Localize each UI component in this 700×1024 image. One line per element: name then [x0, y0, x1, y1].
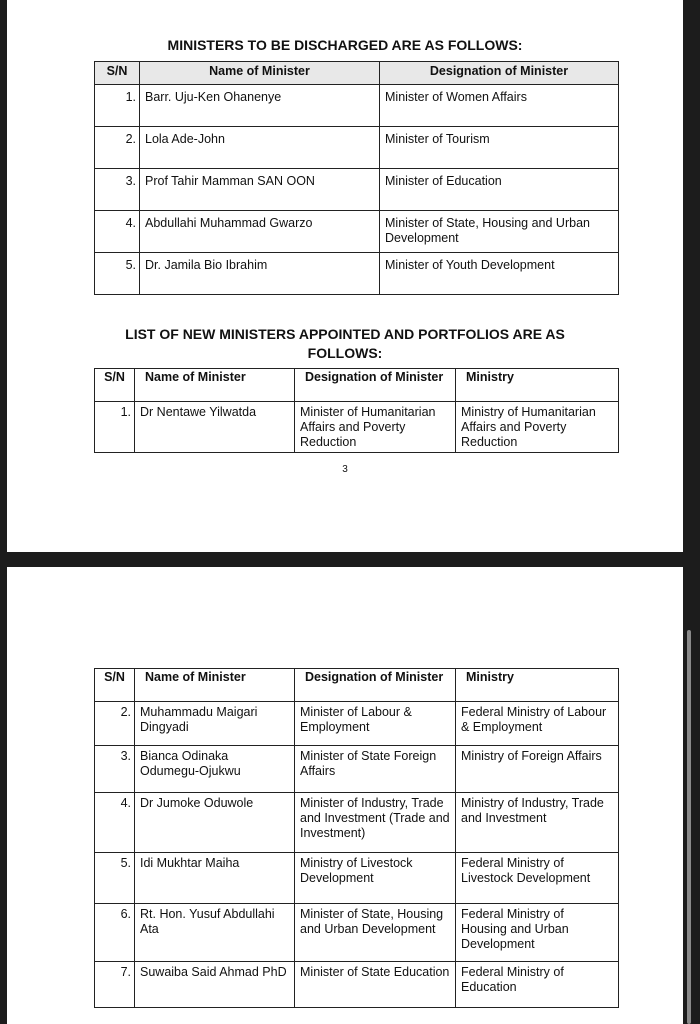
cell-name: Dr. Jamila Bio Ibrahim	[140, 253, 380, 295]
table-header-row	[95, 62, 619, 85]
column-header-ministry: Ministry	[456, 369, 619, 402]
cell-sn: 1.	[95, 402, 135, 453]
cell-designation: Minister of Youth Development	[380, 253, 619, 295]
column-header-sn: S/N	[95, 62, 140, 85]
table-row	[95, 127, 619, 169]
discharged-heading: MINISTERS TO BE DISCHARGED ARE AS FOLLOWS:	[167, 37, 523, 53]
table-header-row	[95, 369, 619, 402]
cell-ministry: Ministry of Foreign Affairs	[456, 746, 619, 793]
new-ministers-heading-line1: LIST OF NEW MINISTERS APPOINTED AND PORTFOLIOS ARE AS	[125, 326, 565, 342]
table-row	[95, 853, 619, 904]
cell-ministry: Federal Ministry of Labour & Employment	[456, 702, 619, 746]
table-row	[95, 169, 619, 211]
cell-sn: 4.	[95, 793, 135, 853]
cell-name: Rt. Hon. Yusuf Abdullahi Ata	[135, 904, 295, 962]
cell-sn: 5.	[95, 853, 135, 904]
new-ministers-heading	[7, 325, 683, 363]
table-row	[95, 746, 619, 793]
cell-sn: 2.	[95, 702, 135, 746]
cell-sn: 7.	[95, 962, 135, 1008]
new-ministers-table-continued	[94, 668, 619, 1008]
cell-designation: Minister of State, Housing and Urban Development	[295, 904, 456, 962]
cell-sn: 6.	[95, 904, 135, 962]
table-row	[95, 402, 619, 453]
column-header-name: Name of Minister	[135, 669, 295, 702]
column-header-designation: Designation of Minister	[380, 62, 619, 85]
document-page-3	[7, 0, 683, 552]
column-header-designation: Designation of Minister	[295, 669, 456, 702]
column-header-name: Name of Minister	[140, 62, 380, 85]
cell-designation: Ministry of Livestock Development	[295, 853, 456, 904]
cell-name: Dr Nentawe Yilwatda	[135, 402, 295, 453]
new-ministers-table	[94, 368, 619, 453]
cell-designation: Minister of State Education	[295, 962, 456, 1008]
cell-designation: Minister of Tourism	[380, 127, 619, 169]
cell-designation: Minister of State, Housing and Urban Development	[380, 211, 619, 253]
table-row	[95, 793, 619, 853]
cell-name: Dr Jumoke Oduwole	[135, 793, 295, 853]
cell-designation: Minister of Humanitarian Affairs and Poverty Reduction	[295, 402, 456, 453]
cell-designation: Minister of Education	[380, 169, 619, 211]
cell-name: Abdullahi Muhammad Gwarzo	[140, 211, 380, 253]
cell-sn: 1.	[95, 85, 140, 127]
table-row	[95, 904, 619, 962]
cell-designation: Minister of Labour & Employment	[295, 702, 456, 746]
discharged-ministers-table	[94, 61, 619, 295]
new-ministers-heading-line2: FOLLOWS:	[307, 345, 383, 361]
cell-designation: Minister of Women Affairs	[380, 85, 619, 127]
cell-sn: 5.	[95, 253, 140, 295]
table-row	[95, 211, 619, 253]
cell-sn: 4.	[95, 211, 140, 253]
cell-name: Lola Ade-John	[140, 127, 380, 169]
cell-sn: 3.	[95, 169, 140, 211]
cell-designation: Minister of Industry, Trade and Investment (Trade and Investment)	[295, 793, 456, 853]
cell-name: Barr. Uju-Ken Ohanenye	[140, 85, 380, 127]
scrollbar[interactable]	[687, 630, 691, 1024]
column-header-designation: Designation of Minister	[295, 369, 456, 402]
table-header-row	[95, 669, 619, 702]
cell-name: Muhammadu Maigari Dingyadi	[135, 702, 295, 746]
cell-name: Idi Mukhtar Maiha	[135, 853, 295, 904]
cell-ministry: Ministry of Humanitarian Affairs and Poverty Reduction	[456, 402, 619, 453]
table-row	[95, 962, 619, 1008]
table-row	[95, 85, 619, 127]
cell-designation: Minister of State Foreign Affairs	[295, 746, 456, 793]
cell-name: Bianca Odinaka Odumegu-Ojukwu	[135, 746, 295, 793]
cell-sn: 2.	[95, 127, 140, 169]
table-row	[95, 253, 619, 295]
cell-name: Suwaiba Said Ahmad PhD	[135, 962, 295, 1008]
cell-name: Prof Tahir Mamman SAN OON	[140, 169, 380, 211]
column-header-sn: S/N	[95, 369, 135, 402]
document-page-4	[7, 567, 683, 1024]
table-row	[95, 702, 619, 746]
cell-ministry: Federal Ministry of Housing and Urban Development	[456, 904, 619, 962]
column-header-sn: S/N	[95, 669, 135, 702]
cell-ministry: Ministry of Industry, Trade and Investment	[456, 793, 619, 853]
column-header-name: Name of Minister	[135, 369, 295, 402]
cell-ministry: Federal Ministry of Livestock Development	[456, 853, 619, 904]
cell-ministry: Federal Ministry of Education	[456, 962, 619, 1008]
column-header-ministry: Ministry	[456, 669, 619, 702]
cell-sn: 3.	[95, 746, 135, 793]
page-number: 3	[342, 464, 348, 475]
